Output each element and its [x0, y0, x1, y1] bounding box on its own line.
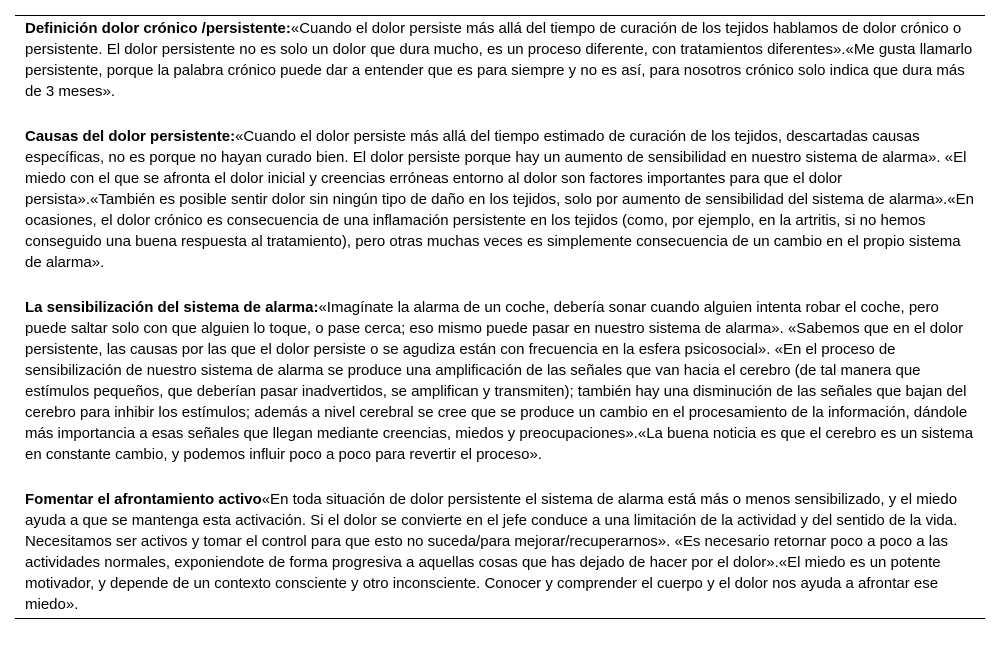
section-body: «Cuando el dolor persiste más allá del tiempo estimado de curación de los tejidos, descartadas causas específicas, no es porque no hayan curado bien. El dolor persiste porque hay un aumento de sensibilidad en nuestro sistema de alarma». «El miedo con el que se afronta el dolor inicial y creencias erróneas entorno al dolor son factores importantes para que el dolor persista».«También es posible sentir dolor sin ningún tipo de daño en los tejidos, solo por aumento de sensibilidad del sistema de alarma».«En ocasiones, el dolor crónico es consecuencia de una inflamación persistente en los tejidos (como, por ejemplo, en la artritis, si no hemos conseguido una buena respuesta al tratamiento), pero otras muchas veces es simplemente consecuencia de un cambio en el propio sistema de alarma».	[25, 128, 974, 271]
section-sensibilizacion	[25, 297, 975, 465]
section-body: «Imagínate la alarma de un coche, debería sonar cuando alguien intenta robar el coche, pero puede saltar solo con que alguien lo toque, o pase cerca; eso mismo puede pasar en nuestro sistema de alarma». «Sabemos que en el dolor persistente, las causas por las que el dolor persiste o se agudiza están con frecuencia en la esfera psicosocial». «En el proceso de sensibilización de nuestro sistema de alarma se produce una amplificación de las señales que van hacia el cerebro (de tal manera que estímulos pequeños, que deberían pasar inadvertidos, se amplifican y transmiten); también hay una disminución de las señales que bajan del cerebro para inhibir los estímulos; además a nivel cerebral se cree que se produce un cambio en el procesamiento de la información, dándole más importancia a esas señales que llegan mediante creencias, miedos y preocupaciones».«La buena noticia es que el cerebro es un sistema en constante cambio, y podemos influir poco a poco para revertir el proceso».	[25, 299, 974, 463]
section-body: «En toda situación de dolor persistente el sistema de alarma está más o menos sensibilizado, y el miedo ayuda a que se mantenga esta activación. Si el dolor se convierte en el jefe conduce a una limitación de la actividad y del sentido de la vida. Necesitamos ser activos y tomar el control para que esto no suceda/para mejorar/recuperarnos». «Es necesario retornar poco a poco a las actividades normales, exponiendote de forma progresiva a aquellas cosas que has dejado de hacer por el dolor».«El miedo es un potente motivador, y depende de un contexto consciente y otro inconsciente. Conocer y comprender el cuerpo y el dolor nos ayuda a afrontar ese miedo».	[25, 491, 958, 613]
section-causas	[25, 126, 975, 273]
section-title: Definición dolor crónico /persistente:	[25, 20, 291, 37]
section-body: «Cuando el dolor persiste más allá del tiempo de curación de los tejidos hablamos de dolor crónico o persistente. El dolor persistente no es solo un dolor que dura mucho, es un proceso diferente, con tratamientos diferentes».«Me gusta llamarlo persistente, porque la palabra crónico puede dar a entender que es para siempre y no es así, para nosotros crónico solo indica que dura más de 3 meses».	[25, 20, 973, 100]
section-title: Fomentar el afrontamiento activo	[25, 491, 262, 508]
section-title: Causas del dolor persistente:	[25, 128, 236, 145]
section-definicion	[25, 18, 975, 102]
section-title: La sensibilización del sistema de alarma:	[25, 299, 319, 316]
table-cell	[15, 16, 985, 618]
content-table	[15, 15, 985, 619]
section-afrontamiento	[25, 489, 975, 615]
